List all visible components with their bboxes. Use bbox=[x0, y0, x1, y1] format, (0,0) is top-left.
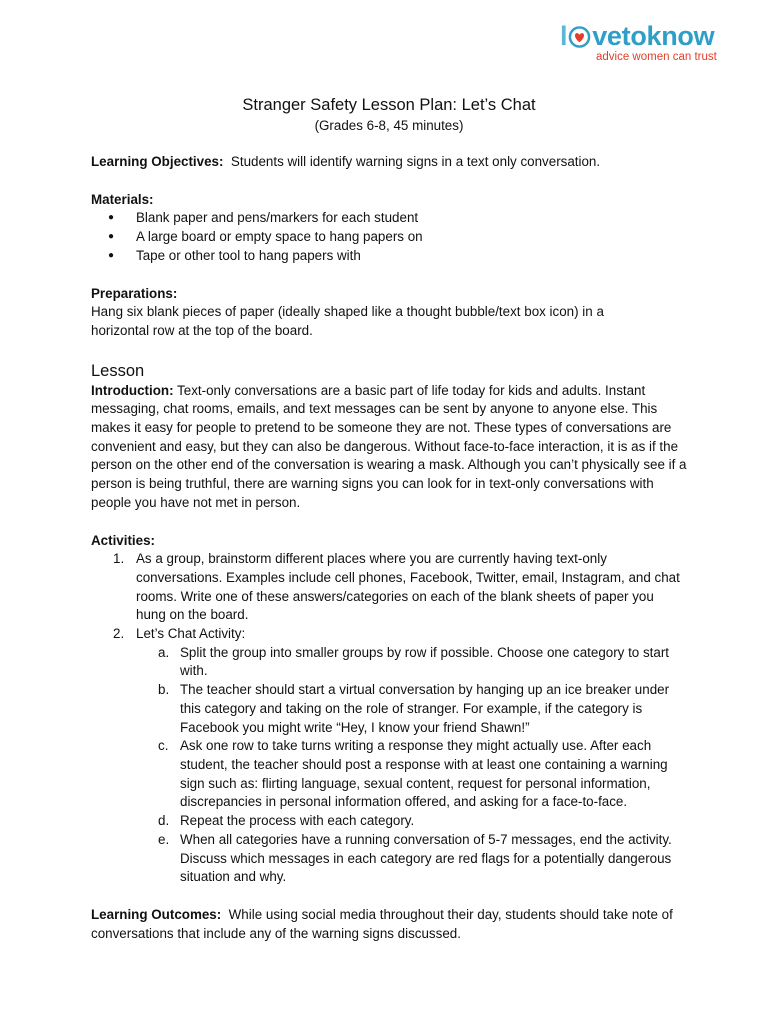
list-item-letter: c. bbox=[158, 738, 169, 754]
list-item-text: The teacher should start a virtual conversation by hanging up an ice breaker under this category and taking on the role of stranger. For example, if the category is Facebook you might write “Hey, I know your friend Shawn!” bbox=[180, 682, 670, 735]
list-item-number: 1. bbox=[113, 551, 125, 567]
brand-wordmark-suffix: vetoknow bbox=[592, 21, 715, 51]
list-item bbox=[136, 737, 687, 812]
activities-list bbox=[91, 550, 687, 887]
list-item-number: 2. bbox=[113, 626, 125, 642]
materials-list bbox=[108, 209, 687, 265]
list-item-text: As a group, brainstorm different places where you are currently having text-only conversations. Examples include cell phones, Facebook, Twitter, email, Instagram, and chat rooms. Write one of these answers/categories on each of the blank sheets of paper you hung on the board. bbox=[136, 551, 680, 623]
document-subtitle: (Grades 6-8, 45 minutes) bbox=[314, 118, 464, 133]
introduction-section bbox=[91, 382, 687, 513]
preparations-text: Hang six blank pieces of paper (ideally shaped like a thought bubble/text box icon) in a horizontal row at the top of the board. bbox=[91, 304, 604, 338]
preparations-section bbox=[91, 285, 687, 341]
outcomes-text: While using social media throughout their day, students should take note of conversations that include any of the warning signs discussed. bbox=[91, 906, 673, 941]
objectives-label: Learning Objectives: bbox=[91, 154, 224, 169]
objectives-section bbox=[91, 153, 687, 172]
materials-label: Materials: bbox=[91, 191, 154, 207]
brand-tagline: advice women can trust bbox=[596, 51, 717, 63]
document-title: Stranger Safety Lesson Plan: Let’s Chat bbox=[242, 96, 536, 114]
introduction-label: Introduction: bbox=[91, 382, 174, 398]
activities-section bbox=[91, 532, 687, 887]
list-item-letter: a. bbox=[158, 644, 170, 660]
lesson-plan-document bbox=[91, 94, 687, 943]
list-item: ● A large board or empty space to hang papers on bbox=[108, 228, 687, 247]
list-item-text: Ask one row to take turns writing a response they might actually use. After each student, the teacher should post a response with at least one containing a warning sign such as: flirting language, sexual content, request for personal information, discrepancies in personal information offered, and asking for a face-to-face. bbox=[180, 738, 668, 810]
list-item-text: Repeat the process with each category. bbox=[180, 813, 415, 829]
outcomes-section bbox=[91, 906, 687, 943]
lesson-heading: Lesson bbox=[91, 361, 145, 380]
list-item-letter: d. bbox=[158, 813, 170, 829]
list-item bbox=[136, 812, 687, 831]
materials-section bbox=[91, 191, 687, 266]
preparations-label: Preparations: bbox=[91, 285, 178, 301]
list-item-text: Let’s Chat Activity: bbox=[136, 626, 246, 642]
list-item bbox=[136, 644, 687, 681]
list-item: ● Tape or other tool to hang papers with bbox=[108, 247, 687, 266]
activity-substeps bbox=[136, 644, 687, 887]
heart-icon bbox=[568, 26, 591, 48]
brand-wordmark-prefix: l bbox=[560, 21, 568, 51]
list-item-text: Split the group into smaller groups by row if possible. Choose one category to start with. bbox=[180, 644, 670, 679]
introduction-text: Text-only conversations are a basic part of life today for kids and adults. Instant messaging, chat rooms, emails, and text messages can be sent by anyone to anyone else. This makes it easy for people to pretend to be someone they are not. These types of conversations are convenient and easy, but they can also be dangerous. Without face-to-face interaction, it is as if the person on the other end of the conversation is wearing a mask. Although you can’t physically see if a person is being truthful, there are warning signs you can look for in text-only conversations with people you have not met in person. bbox=[91, 382, 687, 510]
objectives-text: Students will identify warning signs in a text only conversation. bbox=[230, 154, 601, 169]
activities-label: Activities: bbox=[91, 532, 155, 548]
list-item bbox=[91, 625, 687, 887]
brand-logo bbox=[560, 22, 750, 66]
list-item bbox=[136, 831, 687, 887]
list-item-letter: b. bbox=[158, 682, 170, 698]
list-item bbox=[136, 681, 687, 737]
list-item-text: When all categories have a running conversation of 5-7 messages, end the activity. Discuss which messages in each category are red flags for a potentially dangerous situation and why. bbox=[180, 831, 672, 885]
list-item: ● Blank paper and pens/markers for each student bbox=[108, 209, 687, 228]
brand-wordmark bbox=[560, 22, 750, 50]
outcomes-label: Learning Outcomes: bbox=[91, 906, 222, 922]
list-item bbox=[91, 550, 687, 625]
list-item-letter: e. bbox=[158, 831, 170, 847]
